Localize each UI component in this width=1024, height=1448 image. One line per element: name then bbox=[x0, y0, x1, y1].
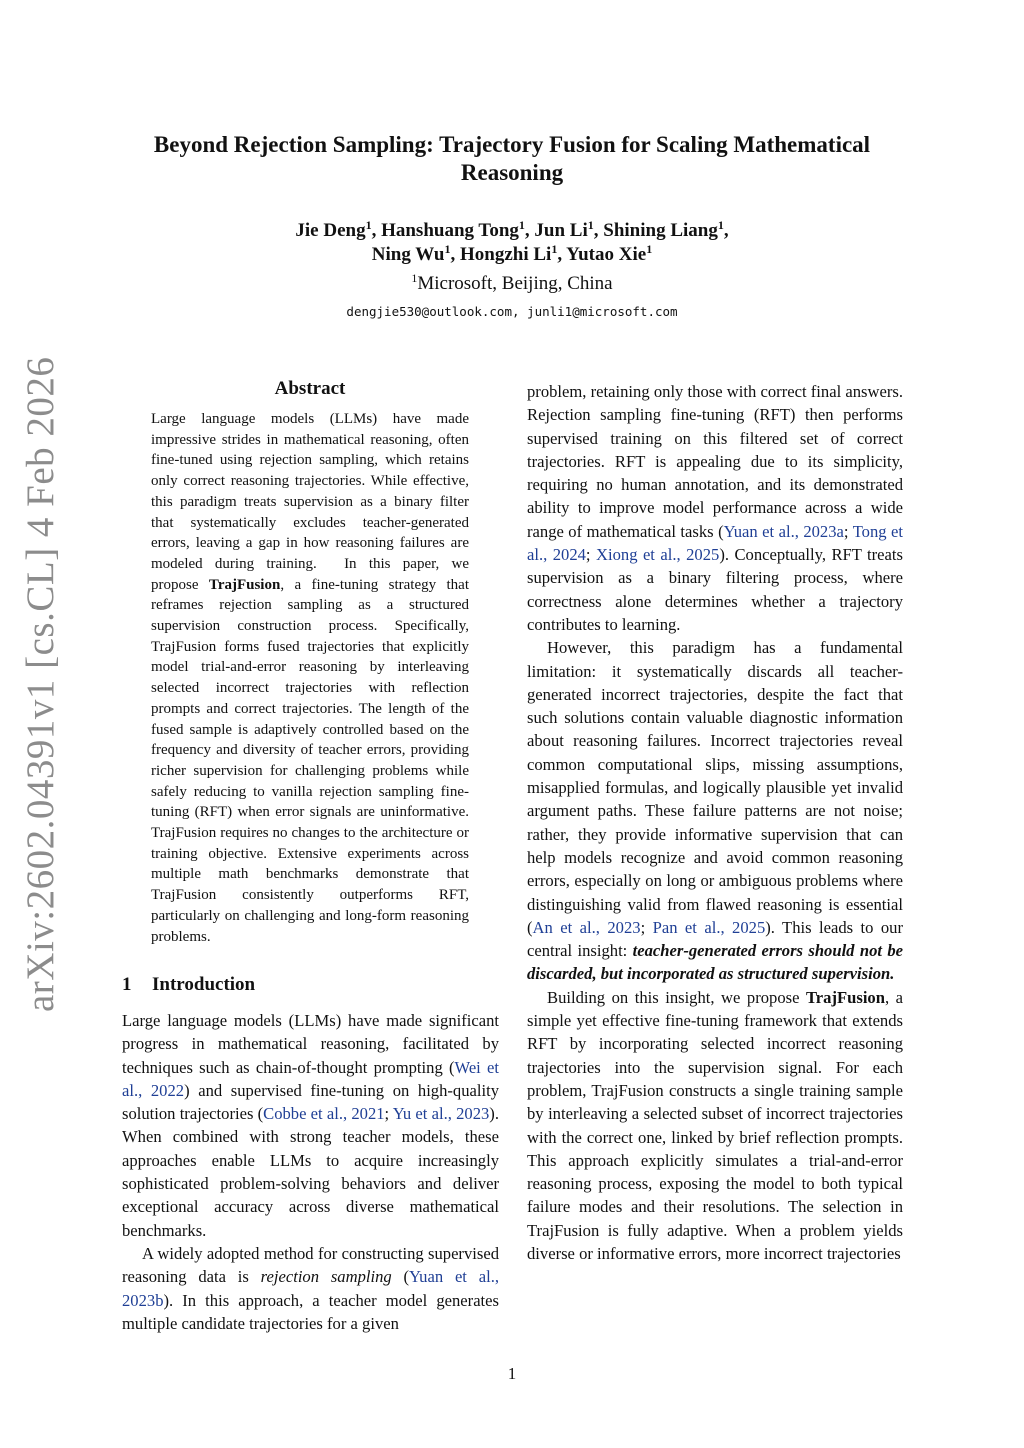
affiliation-mark: 1 bbox=[518, 218, 525, 232]
section-title: Introduction bbox=[152, 974, 256, 995]
paragraph-text: problem, retaining only those with correct final answers. Rejection sampling fine-tuning (RFT) then performs supervised training on this filtered set of correct trajectories. RFT is appealing due to its simplicity, requiring no human annotation, and its demonstrated ability to improve model performance across a wide range of mathematical tasks ( bbox=[527, 382, 903, 541]
paragraph-text: ( bbox=[391, 1267, 410, 1287]
citation-separator: ; bbox=[585, 545, 596, 565]
author-emails: dengjie530@outlook.com, junli1@microsoft.com bbox=[346, 304, 678, 319]
citation-link[interactable]: Xiong et al., 2025 bbox=[596, 545, 720, 565]
affiliation-mark: 1 bbox=[444, 242, 451, 256]
key-insight: teacher-generated errors should not be discarded, but incorporated as structured supervision. bbox=[527, 941, 903, 984]
affiliation-mark: 1 bbox=[717, 218, 724, 232]
paragraph-text: Building on this insight, we propose bbox=[547, 987, 806, 1007]
affiliation-mark: 1 bbox=[365, 218, 372, 232]
abstract-text: In this paper, we propose bbox=[151, 555, 470, 593]
paragraph-text: ) and supervised fine-tuning on high-quality solution trajectories ( bbox=[122, 1080, 500, 1124]
citation-link[interactable]: Pan et al., 2025 bbox=[652, 917, 766, 937]
paragraph-text: ). When combined with strong teacher models, these approaches enable LLMs to acquire increasingly sophisticated problem-solving behaviors and deliver exceptional accuracy across diverse mathematical benchmarks. bbox=[122, 1104, 499, 1240]
paragraph bbox=[527, 986, 903, 1266]
affiliation-mark: 1 bbox=[587, 218, 594, 232]
paragraph bbox=[527, 636, 903, 985]
paragraph-text: , a simple yet effective fine-tuning framework that extends RFT by incorporating selected incorrect reasoning trajectories into the supervision signal. For each problem, TrajFusion constructs a single training sample by interleaving a selected subset of incorrect trajectories with the correct one, linked by brief reflection prompts. This approach explicitly simulates a trial-and-error reasoning process, exposing the model to both typical failure modes and their resolutions. The selection in TrajFusion is fully adaptive. When a problem yields diverse or informative errors, more incorrect trajectories bbox=[527, 987, 903, 1263]
arxiv-identifier-stamp: arXiv:2602.04391v1 [cs.CL] 4 Feb 2026 bbox=[19, 356, 62, 1012]
paper-title bbox=[110, 131, 914, 187]
method-name: TrajFusion bbox=[208, 576, 281, 593]
paragraph bbox=[527, 380, 903, 636]
title-line: Beyond Rejection Sampling: Trajectory Fusion for Scaling Mathematical bbox=[153, 132, 871, 157]
author-name: Shining Liang bbox=[603, 220, 718, 241]
citation-separator: ; bbox=[384, 1104, 393, 1124]
author-line: Ning Wu$^1$, Hongzhi Li$^1$, Yutao Xie$^1$ bbox=[371, 242, 653, 265]
paragraph-text: However, this paradigm has a fundamental limitation: it systematically discards all teacher-generated incorrect trajectories, despite the fact that such solutions contain valuable diagnostic information about reasoning failures. Incorrect trajectories reveal common computational slips, missing assumptions, misapplied formulas, and logically plausible yet invalid argument paths. These failure patterns are not noise; rather, they provide informative supervision that can help models recognize and avoid common reasoning errors, especially on long or ambiguous problems where distinguishing valid from flawed reasoning is essential ( bbox=[527, 638, 903, 937]
author-name: Ning Wu bbox=[371, 244, 445, 265]
citation-link[interactable]: An et al., 2023 bbox=[532, 917, 641, 937]
citation-link[interactable]: Yu et al., 2023 bbox=[392, 1104, 490, 1124]
title-line: Reasoning bbox=[460, 160, 564, 185]
paragraph-text: A widely adopted method for constructing supervised reasoning data is bbox=[122, 1243, 499, 1287]
citation-link[interactable]: Wei et al., 2022 bbox=[122, 1057, 499, 1100]
paragraph-text: Large language models (LLMs) have made significant progress in mathematical reasoning, facilitated by techniques such as chain-of-thought prompting ( bbox=[122, 1011, 499, 1077]
author-line: Jie Deng$^1$, Hanshuang Tong$^1$, Jun Li$^1$, Shining Liang$^1$, bbox=[295, 218, 729, 241]
emphasis-text: rejection sampling bbox=[260, 1267, 392, 1287]
abstract-heading: Abstract bbox=[274, 378, 346, 399]
citation-link[interactable]: Cobbe et al., 2021 bbox=[263, 1104, 385, 1124]
abstract-text: Large language models (LLMs) have made impressive strides in mathematical reasoning, often fine-tuned using rejection sampling, which retains only correct reasoning trajectories. While effective, this paradigm treats supervision as a binary filter that systematically excludes teacher-generated errors, leaving a gap in how reasoning failures are modeled during training. bbox=[151, 411, 469, 572]
method-name: TrajFusion bbox=[805, 987, 885, 1007]
affiliation bbox=[110, 273, 914, 295]
paragraph-text: ). Conceptually, RFT treats supervision as a binary filtering process, where correctness alone determines whether a trajectory contributes to learning. bbox=[527, 545, 903, 634]
paragraph bbox=[122, 1242, 499, 1335]
right-column-body bbox=[527, 380, 903, 1265]
paragraph bbox=[122, 1009, 499, 1242]
abstract-text: , a fine-tuning strategy that reframes rejection sampling as a structured supervision construction process. Specifically, TrajFusion forms fused trajectories that explicitly model trial-and-error reasoning by interleaving selected incorrect trajectories with reflection prompts and correct trajectories. The length of the fused sample is adaptively controlled based on the frequency and diversity of teacher errors, providing richer supervision for challenging problems while safely reducing to vanilla rejection sampling fine-tuning (RFT) when error signals are uninformative. TrajFusion requires no changes to the architecture or training objective. Extensive experiments across multiple math benchmarks demonstrate that TrajFusion consistently outperforms RFT, particularly on challenging and long-form reasoning problems. bbox=[151, 576, 469, 945]
affiliation-mark: 1 bbox=[551, 242, 558, 256]
citation-link[interactable]: Tong et al., 2024 bbox=[527, 521, 903, 565]
citation-link[interactable]: Yuan et al., 2023a bbox=[723, 521, 844, 541]
author-list bbox=[110, 219, 914, 267]
author-name: Yutao Xie bbox=[566, 244, 647, 265]
author-name: Jie Deng bbox=[295, 220, 366, 241]
author-name: Hongzhi Li bbox=[460, 244, 552, 265]
affiliation-mark: 1 bbox=[411, 271, 418, 285]
paragraph-text: ). This leads to our central insight: bbox=[527, 917, 903, 961]
section-heading-introduction bbox=[122, 974, 502, 996]
page-number: 1 bbox=[507, 1364, 517, 1383]
citation-separator: ; bbox=[640, 917, 653, 937]
paragraph-text: ). In this approach, a teacher model generates multiple candidate trajectories for a given bbox=[122, 1290, 499, 1333]
citation-separator: ; bbox=[843, 521, 853, 541]
author-name: Hanshuang Tong bbox=[381, 220, 519, 241]
affiliation-text: Microsoft, Beijing, China bbox=[417, 273, 613, 294]
citation-link[interactable]: Yuan et al., 2023b bbox=[122, 1267, 499, 1310]
author-name: Jun Li bbox=[534, 220, 588, 241]
section-number: 1 bbox=[122, 974, 132, 995]
abstract-body bbox=[151, 409, 469, 947]
left-column-body bbox=[122, 1009, 499, 1335]
affiliation-mark: 1 bbox=[646, 242, 653, 256]
